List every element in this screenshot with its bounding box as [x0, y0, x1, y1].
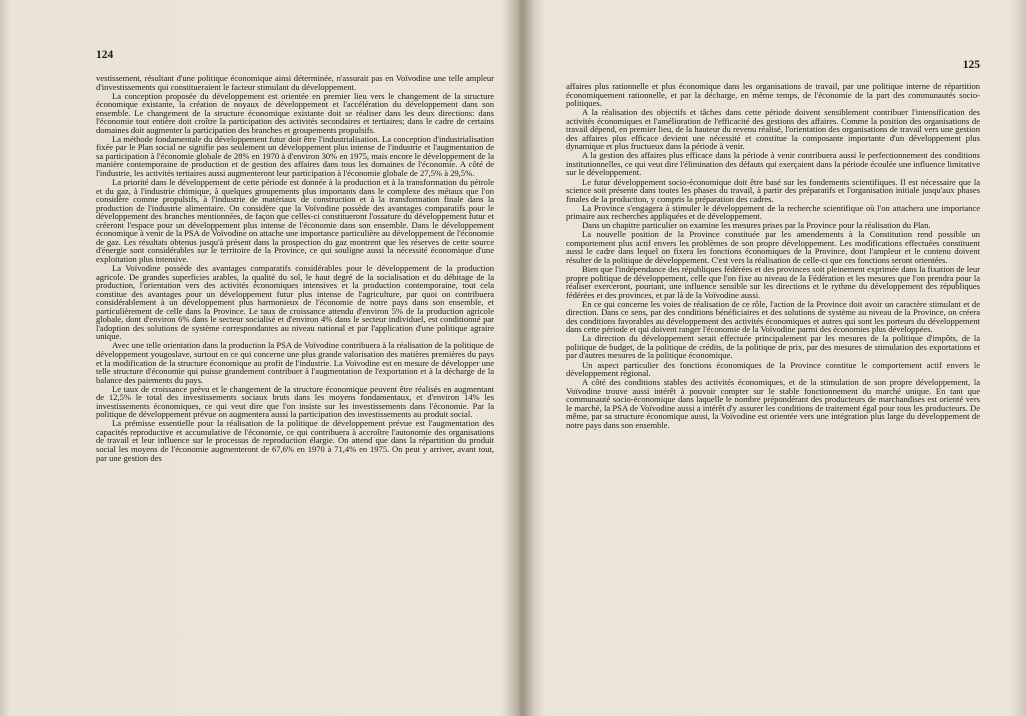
paragraph: La Voïvodine possède des avantages comparatifs considérables pour le développement de la production agricole. De grandes superficies arables, la qualité du sol, le haut degré de la socialisation et du débitage de la production, l'orientation vers des activités économiques intensives et la production contemporaine, tout cela constitue des avantages pour un développement futur plus intense de l'agriculture, par quoi on contribuera considérablement à un développement plus harmonieux de l'économie de notre pays dans son ensemble, et particulièrement de celle dans la Province. Le taux de croissance attendu d'environ 5% de la production agricole globale, dont d'environ 6% dans le secteur socialisé et d'environ 4% dans le secteur individuel, est conditionné par l'adoption des solutions de système correspondantes au niveau national et par l'application d'une politique agraire unique.: [96, 263, 494, 342]
paragraph: La prémisse essentielle pour la réalisation de la politique de développement prévue est l'augmentation des capacités reproductive et accumulative de l'économie, ce qui contribuera à accroître l'autonomie des organisations de travail et leur influence sur le processus de reproduction élargie. On attend que dans la répartition du produit social les moyens de l'économie augmenteront de 67,6% en 1970 à 71,4% en 1975. On peut y arriver, avant tout, par une gestion des: [96, 418, 494, 463]
page-number: 125: [962, 59, 980, 71]
paragraph: La conception proposée du développement est orientée en premier lieu vers le changement de la structure économique existante, la création de noyaux de développement et l'accélération du développement dans son ensemble. Le changement de la structure économique existante doit se réaliser dans les deux directions: dans l'économie tout entière doit croître la participation des activités secondaires et tertiaires; dans le cadre de certains domaines doit augmenter la participation des branches et groupements propulsifs.: [96, 90, 494, 135]
page-body: [96, 74, 494, 462]
paragraph: affaires plus rationnelle et plus économique dans les organisations de travail, par une politique interne de répartition économiquement rationnelle, et par la décharge, en même temps, de l'économie de la part des communautés socio-politiques.: [566, 81, 980, 109]
right-page: [526, 0, 1026, 716]
paragraph: A côté des conditions stables des activités économiques, et de la stimulation de son propre développement, la Voïvodine trouve aussi intérêt à pouvoir compter sur le stable fonctionnement du marché unique. En tant que communauté socio-économique dans laquelle le nombre prépondérant des producteurs de marchandises est orienté vers le marché, la PSA de Voïvodine aussi a intérêt d'y assurer les conditions de traitement égal pour tous les producteurs. De même, par sa structure économique aussi, la Voïvodine est orientée vers une intégration plus large du développement de notre pays dans son ensemble.: [566, 377, 980, 430]
paragraph: Le futur développement socio-économique doit être basé sur les fondements scientifiques. Il est nécessaire que la science soit présente dans toutes les phases du travail, à partir des préparatifs et l'organisation initiale jusqu'aux phases finales de la production, y compris la préparation des cadres.: [566, 176, 980, 204]
paragraph: La priorité dans le développement de cette période est donnée à la production et à la transformation du pétrole et du gaz, à l'industrie chimique, à quelques groupements plus importants dans le complexe des métaux que l'on considère comme propulsifs, à l'industrie de matériaux de construction et à la transformation finale dans la production de l'industrie alimentaire. On considère que la Voïvodine possède des avantages comparatifs pour le développement des branches mentionnées, de façon que celles-ci constitueront l'ossature du développement futur et créeront l'espace pour un développement plus intense de l'économie dans son ensemble. Dans le développement économique à venir de la PSA de Voïvodine on attache une importance particulière au développement de l'économie de gaz. Les résultats obtenus jusqu'à présent dans la prospection du gaz montrent que les réserves de cette source d'énergie sont considérables sur le territoire de la Province, ce qui souligne aussi la nécessité économique d'une exploitation plus intensive.: [96, 177, 494, 264]
paragraph: Bien que l'indépendance des républiques fédérées et des provinces soit pleinement exprimée dans la fixation de leur propre politique de développement, celle que l'on fixe au niveau de la Fédération et les mesures que l'on prendra pour la réaliser exerceront, pourtant, une influence sensible sur les directions et le rythme du développement des républiques fédérées et des provinces, et par là de la Voïvodine aussi.: [566, 263, 980, 300]
paragraph: La Province s'engagera à stimuler le développement de la recherche scientifique où l'on attachera une importance primaire aux recherches appliquées et de développement.: [566, 202, 980, 222]
paragraph: La direction du développement serait effectuée principalement par les mesures de la politique d'impôts, de la politique de budget, de la politique de crédits, de la politique de prix, par des mesures de stimulation des exportations et par d'autres mesures de la politique économique.: [566, 333, 980, 361]
page-number: 124: [96, 49, 114, 61]
paragraph: En ce qui concerne les voies de réalisation de ce rôle, l'action de la Province doit avoir un caractère stimulant et de direction. Dans ce sens, par des conditions bénéficiaires et des solutions de système au niveau de la Province, on créera des conditions favorables au développement des activités économiques et autres qui sont les porteurs du développement dans cette période et qui doivent ranger l'économie de la Voïvodine parmi des économies plus développées.: [566, 298, 980, 335]
paragraph: A la gestion des affaires plus efficace dans la période à venir contribuera aussi le perfectionnement des conditions institutionnelles, ce qui veut dire l'élimination des défauts qui exerçaient dans la période écoulée une influence limitative sur le développement.: [566, 150, 980, 178]
paragraph: A la réalisation des objectifs et tâches dans cette période doivent sensiblement contribuer l'intensification des activités économiques et l'amélioration de l'efficacité des gestions des affaires. Comme la position des organisations de travail dépend, en premier lieu, de la hauteur du revenu réalisé, l'orientation des organisations de travail vers une gestion des affaires plus efficace devient une nécessité et constitue la composante importante d'un développement plus dynamique et plus fructueux dans la période à venir.: [566, 107, 980, 152]
paragraph: Un aspect particulier des fonctions économiques de la Province constitue le comportement actif envers le développement régional.: [566, 359, 980, 379]
paragraph: Avec une telle orientation dans la production la PSA de Voïvodine contribuera à la réalisation de la politique de développement yougoslave, surtout en ce qui concerne une plus grande valorisation des matières premières du pays et la modification de la structure économique au profit de l'industrie. La Voïvodine est en mesure de développer une telle structure d'économie qui puisse grandement contribuer à l'augmentation de l'exportation et à la décharge de la balance des paiements du pays.: [96, 340, 494, 385]
page-body: [566, 82, 980, 429]
paragraph: La méthode fondamentale du développement futur doit être l'industrialisation. La conception d'industrialisation fixée par le Plan social ne signifie pas seulement un développement plus intense de l'industrie et l'augmentation de sa participation à l'économie globale de 28% en 1970 à d'environ 30% en 1975, mais encore le développement de la manière contemporaine de production et de gestion des affaires dans tous les domaines de l'économie. A côté de l'industrie, les activités tertiaires aussi augmenteront leur participation à l'économie globale de 27,5% à 29,5%.: [96, 133, 494, 179]
paragraph: La nouvelle position de la Province constituée par les amendements à la Constitution rend possible un comportement plus actif envers les problèmes de son propre développement. Les modifications effectuées constituent aussi le cadre dans lequel on fixera les fonctions économiques de la Province, dont l'ampleur et le contenu doivent résulter de la politique de développement. C'est vers la réalisation de celle-ci que ces fonctions seront orientées.: [566, 229, 980, 265]
paragraph: vestissement, résultant d'une politique économique ainsi déterminée, n'assurait pas en Voïvodine une telle ampleur d'investissements qui constitueraient le facteur stimulant du développement.: [96, 73, 494, 92]
paragraph: Le taux de croissance prévu et le changement de la structure économique peuvent être réalisés en augmentant de 12,5% le total des investissements sociaux bruts dans les moyens fondamentaux, et d'environ 14% les investissements économiques, ce qui veut dire que l'on insiste sur les investissements dans l'économie. Par la politique de développement prévue on augmentera aussi la participation des investissements au produit social.: [96, 383, 494, 420]
paragraph: Dans un chapitre particulier on examine les mesures prises par la Province pour la réalisation du Plan.: [582, 220, 931, 231]
